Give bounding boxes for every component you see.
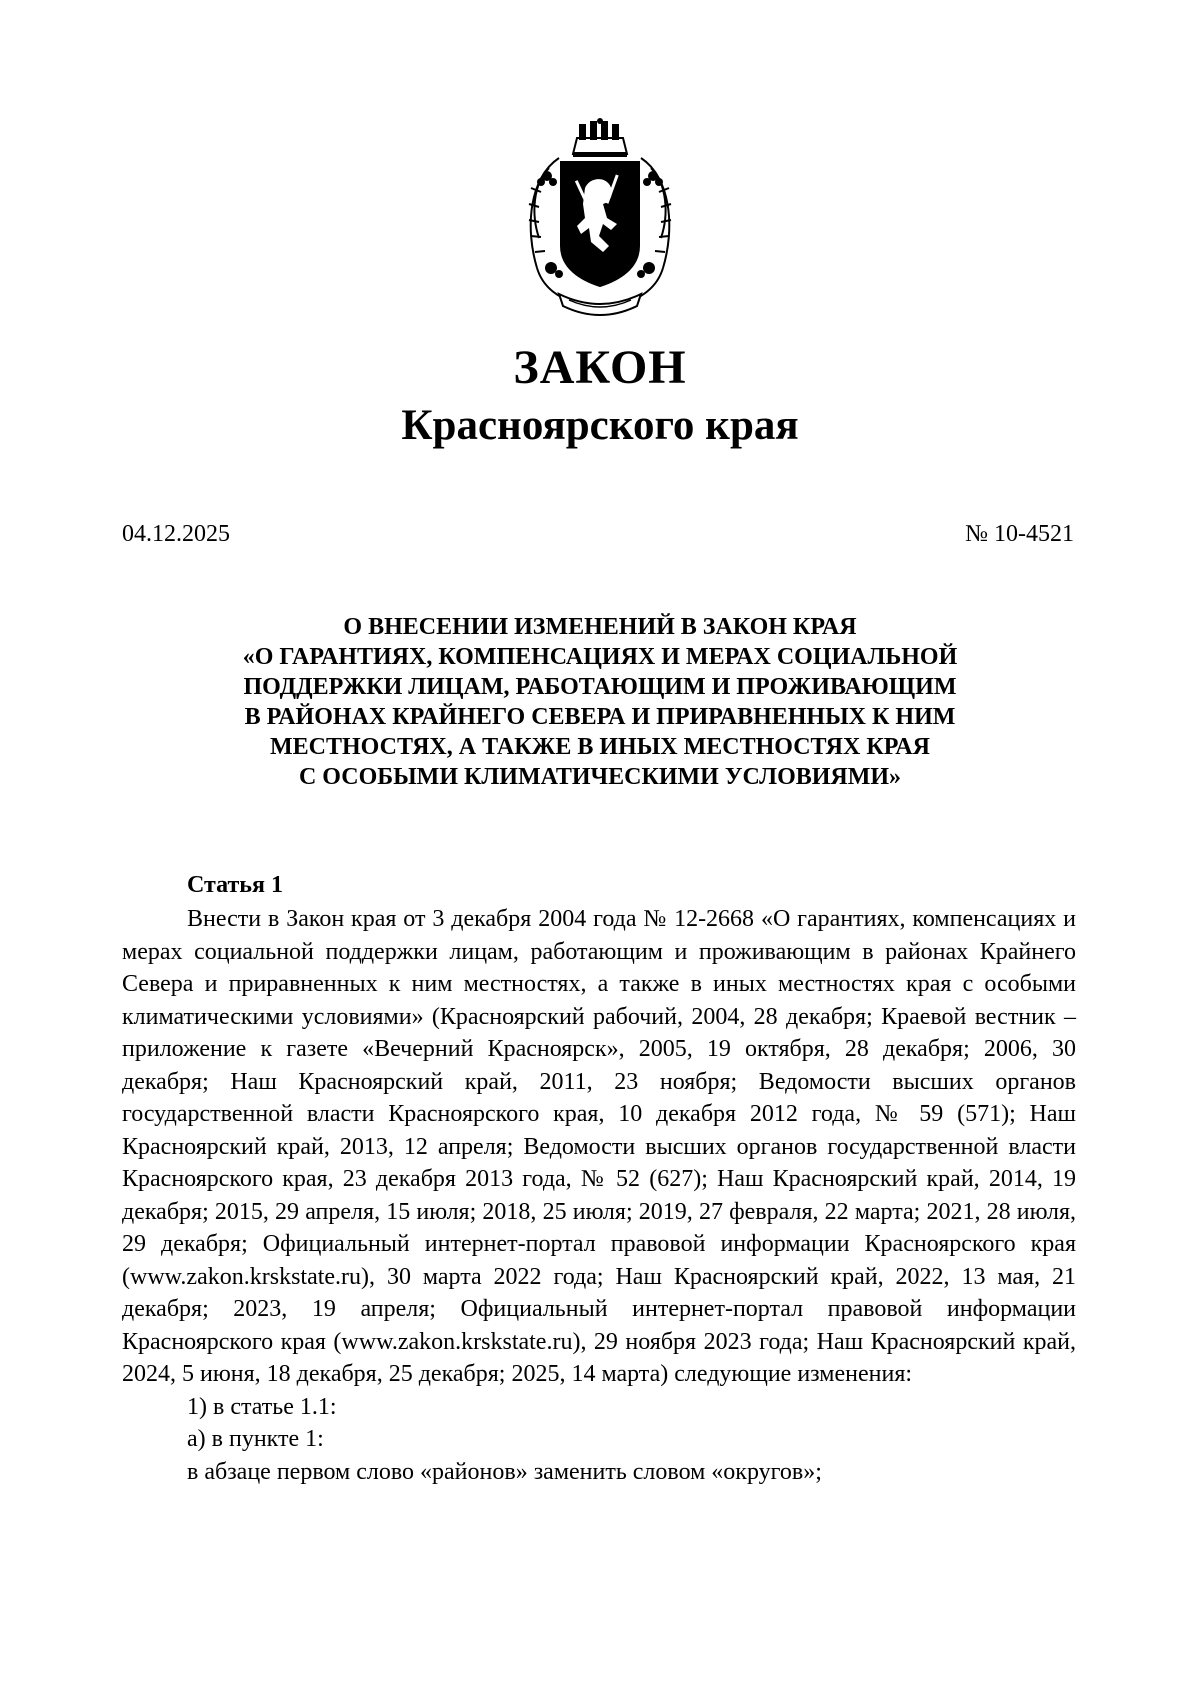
law-date: 04.12.2025 <box>122 521 230 547</box>
law-number: № 10-4521 <box>965 521 1074 547</box>
article-paragraph: Внести в Закон края от 3 декабря 2004 года № 12-2668 «О гарантиях, компенсациях и мерах социальной поддержки лицам, работающим и проживающим в районах Крайнего Севера и приравненных к ним местностях, а также в иных местностях края с особыми климатическими условиями» (Красноярский рабочий, 2004, 28 декабря; Краевой вестник – приложение к газете «Вечерний Красноярск», 2005, 19 октября, 28 декабря; 2006, 30 декабря; Наш Красноярский край, 2011, 23 ноября; Ведомости высших органов государственной власти Красноярского края, 10 декабря 2012 года, № 59 (571); Наш Красноярский край, 2013, 12 апреля; Ведомости высших органов государственной власти Красноярского края, 23 декабря 2013 года, № 52 (627); Наш Красноярский край, 2014, 19 декабря; 2015, 29 апреля, 15 июля; 2018, 25 июля; 2019, 27 февраля, 22 марта; 2021, 28 июля, 29 декабря; Официальный интернет-портал правовой информации Красноярского края (www.zakon.krskstate.ru), 30 марта 2022 года; Наш Красноярский край, 2022, 13 мая, 21 декабря; 2023, 19 апреля; Официальный интернет-портал правовой информации Красноярского края (www.zakon.krskstate.ru), 29 ноября 2023 года; Наш Красноярский край, 2024, 5 июня, 18 декабря, 25 декабря; 2025, 14 марта) следующие изменения: <box>122 906 1076 1387</box>
heading-line: ПОДДЕРЖКИ ЛИЦАМ, РАБОТАЮЩИМ И ПРОЖИВАЮЩИМ <box>243 674 957 700</box>
heading-line: О ВНЕСЕНИИ ИЗМЕНЕНИЙ В ЗАКОН КРАЯ <box>343 614 857 640</box>
list-item: а) в пункте 1: <box>187 1426 324 1452</box>
article-title: Статья 1 <box>187 872 283 898</box>
heading-line: «О ГАРАНТИЯХ, КОМПЕНСАЦИЯХ И МЕРАХ СОЦИАЛЬНОЙ <box>242 644 958 670</box>
law-subtitle: Красноярского края <box>401 402 799 449</box>
law-title: ЗАКОН <box>513 341 687 394</box>
list-item: в абзаце первом слово «районов» заменить словом «округов»; <box>187 1458 822 1485</box>
article-body <box>122 903 1076 1488</box>
heading-line: МЕСТНОСТЯХ, А ТАКЖЕ В ИНЫХ МЕСТНОСТЯХ КРАЯ <box>270 734 930 760</box>
document-heading <box>150 612 1050 792</box>
krasnoyarsk-coat-of-arms-icon <box>519 118 681 320</box>
heading-line: В РАЙОНАХ КРАЙНЕГО СЕВЕРА И ПРИРАВНЕННЫХ К НИМ <box>244 704 956 730</box>
list-item: 1) в статье 1.1: <box>187 1393 337 1420</box>
heading-line: С ОСОБЫМИ КЛИМАТИЧЕСКИМИ УСЛОВИЯМИ» <box>298 764 902 790</box>
